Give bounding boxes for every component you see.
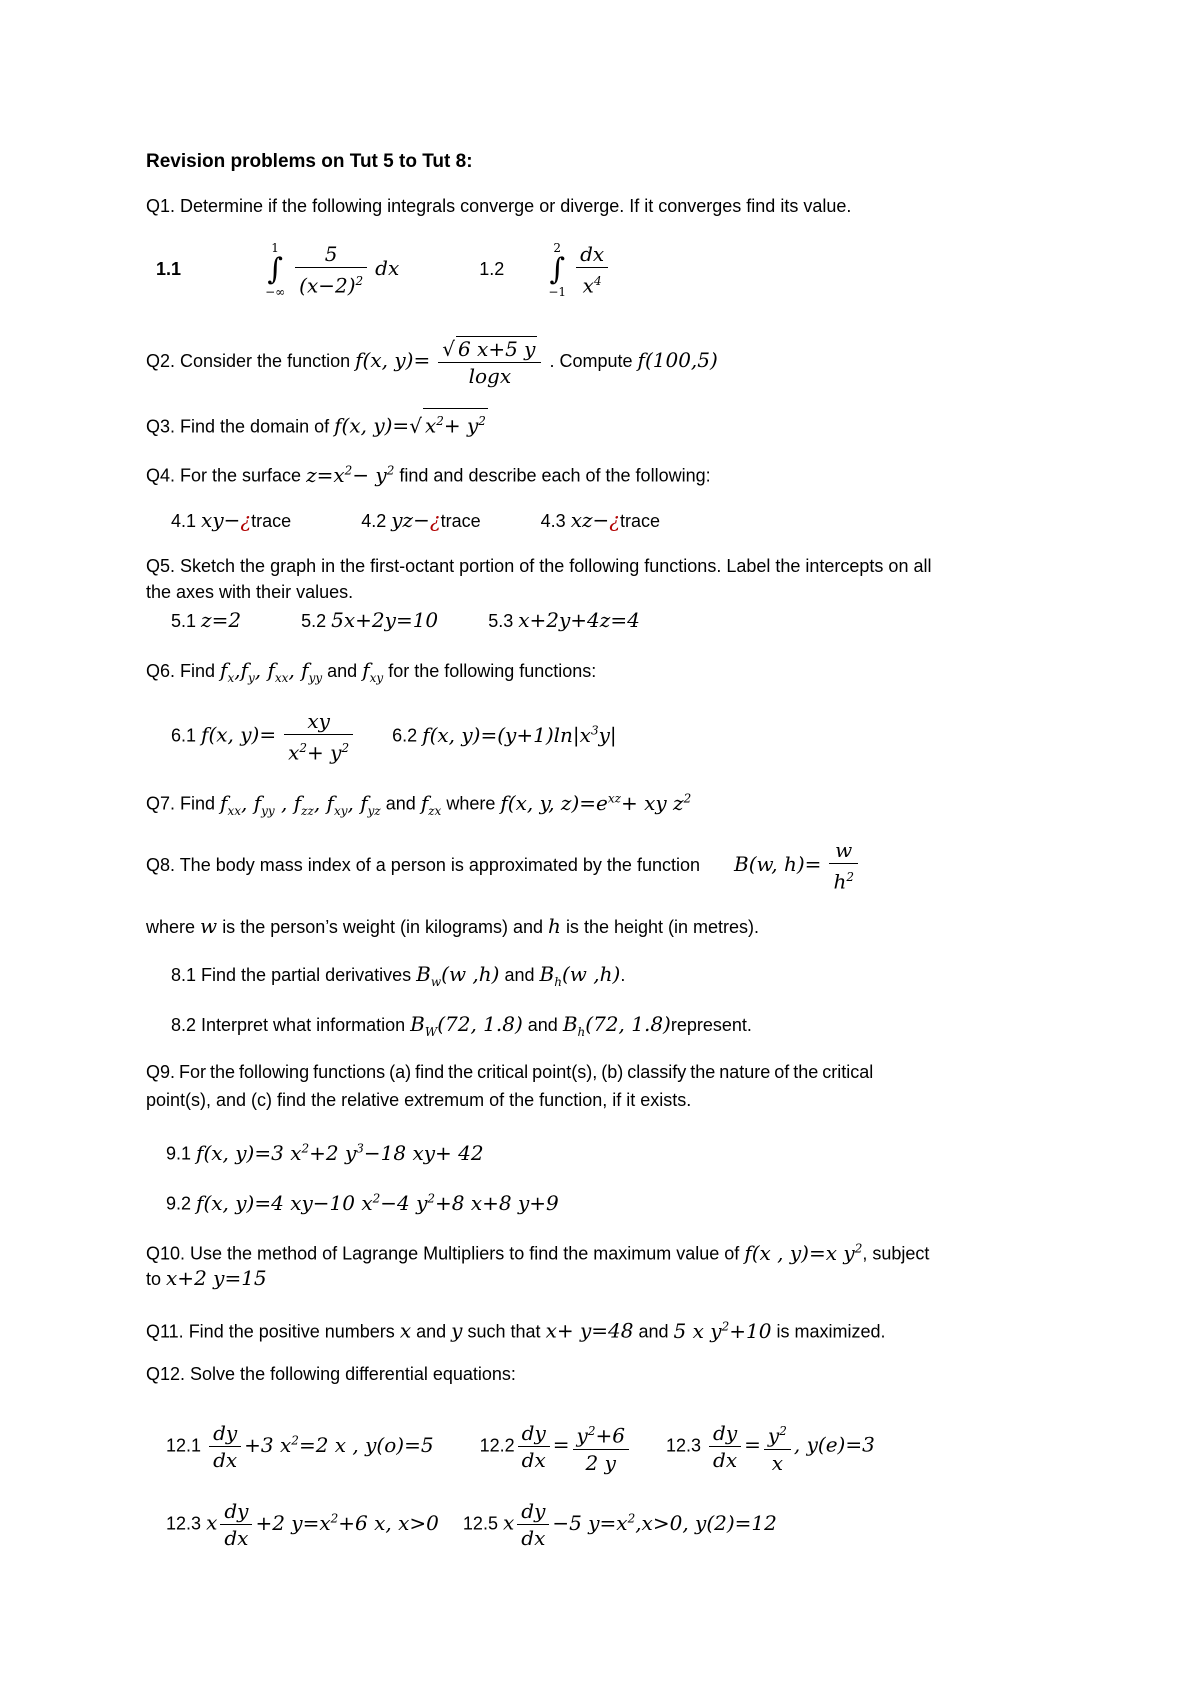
q4-2-word: trace — [440, 511, 481, 531]
q10-line1: Q10. Use the method of Lagrange Multipliers to find the maximum value of f(x , y)=x $y^2$, subject — [146, 1240, 930, 1265]
integral-icon: ∫ — [549, 252, 566, 288]
q1-1-lower-limit: −∞ — [265, 285, 286, 300]
q2-lhs: f(x, y)= — [355, 348, 431, 372]
q1-1-label: 1.1 — [156, 259, 182, 279]
q1-1-numerator: 5 — [295, 242, 367, 268]
q11-line: Q11. Find the positive numbers x and y such that x+ y=48 and 5 x $y^2+10$ is maximized. — [146, 1318, 886, 1343]
q6-items: 6.1 f(x, y)= $\frac{xy}{x^2+ y^2}$ 6.2 f(x, $y)=(y+1)\ln|x^3y|$ — [171, 709, 617, 765]
q4-3-word: trace — [620, 511, 661, 531]
q6-1-lhs: f(x, y)= — [201, 722, 277, 747]
q2-line — [146, 330, 718, 390]
q5-items — [171, 608, 640, 633]
q12-text: Q12. Solve the following differential equations: — [146, 1364, 516, 1384]
q1-2-den-exponent: 4 — [593, 274, 602, 289]
q1-2-upper-limit: 2 — [553, 241, 562, 256]
q6-prefix: Q6. Find — [146, 661, 216, 681]
q1-2-fraction — [576, 242, 608, 298]
q4-1-word: trace — [251, 511, 292, 531]
q8-fraction: $\frac{w}{h^2}$ — [829, 838, 858, 894]
q6-1-label: 6.1 — [171, 725, 197, 746]
q3-prefix: Q3. Find the domain of — [146, 416, 330, 437]
q3-sqrt-a: x — [424, 413, 437, 438]
q6-2-label: 6.2 — [392, 725, 418, 746]
q4-2-mark: ¿ — [429, 508, 441, 532]
q4-prefix: Q4. For the surface — [146, 465, 302, 486]
q6-suffix: for the following functions: — [388, 661, 597, 681]
q5-3-label: 5.3 — [488, 611, 514, 631]
q4-2-label: 4.2 — [361, 511, 387, 531]
q9-line2: point(s), and (c) find the relative extremum of the function, if it exists. — [146, 1090, 692, 1110]
q4-suffix: find and describe each of the following: — [399, 465, 711, 486]
q6-2-lhs: f(x, y)=(y+1) — [422, 722, 554, 747]
q1-integrals — [156, 238, 611, 298]
q5-1-eq: z=2 — [201, 608, 242, 632]
q1-2-numerator: dx — [576, 242, 608, 268]
q7-lhs: f(x, y, z)=e — [500, 790, 608, 815]
q1-1-den-exponent: 2 — [355, 274, 364, 289]
q5-line1: Q5. Sketch the graph in the first-octant portion of the following functions. Label the intercepts on all — [146, 556, 932, 576]
q2-compute: f(100,5) — [637, 348, 718, 372]
q4-1-vars: xy — [201, 508, 224, 532]
q9-2: 9.2 f(x, y)=4 xy−10 $x^2-4$ $y^2+8$ x+8 y+9 — [166, 1190, 559, 1215]
q6-line: Q6. Find $f_x,f_y$, $f_{xx}$, $f_{yy}$ and $f_{xy}$ for the following functions: — [146, 658, 597, 685]
q1-1-dx: dx — [375, 256, 400, 280]
q4-eq-a: z=x — [306, 462, 345, 487]
integral-icon: ∫ — [267, 252, 283, 288]
q3-lhs: f(x, y)= — [334, 413, 410, 438]
q1-text: Q1. Determine if the following integrals converge or diverge. If it converges find its value. — [146, 196, 852, 216]
q4-1-label: 4.1 — [171, 511, 197, 531]
q1-2-lower-limit: −1 — [548, 285, 567, 300]
q3-line: Q3. Find the domain of f(x, y)=√ $x^2+ y^2$ — [146, 408, 488, 439]
q8-lhs: B(w, h)= — [734, 852, 822, 876]
q4-2-vars: yz — [391, 508, 414, 532]
q2-fraction: $\frac{√ 6 x+5 y}{\log x}$ — [438, 336, 541, 388]
q1-1-fraction — [295, 242, 367, 298]
q5-2-label: 5.2 — [301, 611, 327, 631]
q5-2-eq: 5x+2y=10 — [331, 608, 439, 632]
q8-text: Q8. The body mass index of a person is approximated by the function — [146, 855, 700, 875]
q1-1-denominator: (x−2) — [299, 274, 356, 299]
q4-3-mark: ¿ — [609, 508, 621, 532]
q1-2-label: 1.2 — [479, 259, 505, 279]
q2-prefix: Q2. Consider the function — [146, 351, 351, 371]
q2-suffix: . Compute — [549, 351, 633, 371]
q4-line: Q4. For the surface $z=x^2- y^2$ find and describe each of the following: — [146, 462, 711, 487]
q12-row1: 12.1 $\frac{dy}{dx}$ +3 $x^2=2$ x , y(o)=5 12.2 $\frac{dy}{dx}$ = $\frac{y^2+6}{2 y}$ 12.3 $\frac{dy}{dx}$ = $\frac{y^2}{x}$ , y(e)=3 — [166, 1410, 875, 1470]
q10-line2: to x+2 y=15 — [146, 1266, 267, 1290]
q4-3-label: 4.3 — [540, 511, 566, 531]
q7-line: Q7. Find $f_{xx}$, $f_{yy}$ , $f_{zz}$, $f_{xy}$, $f_{yz}$ and $f_{zx}$ where f(x, y, $z)=e^{xz}+$ xy $z^2$ — [146, 790, 692, 818]
q9-1: 9.1 f(x, y)=3 $x^2+2$ $y^3-18$ xy+ 42 — [166, 1140, 484, 1165]
q4-3-vars: xz — [570, 508, 593, 532]
q5-1-label: 5.1 — [171, 611, 197, 631]
q1-1-upper-limit: 1 — [271, 241, 279, 256]
q8-where: where w is the person’s weight (in kilograms) and h is the height (in metres). — [146, 914, 760, 938]
q7-prefix: Q7. Find — [146, 793, 216, 814]
q4-1-mark: ¿ — [240, 508, 252, 532]
q2-numerator: 6 x+5 y — [457, 337, 536, 362]
q4-items: 4.1 xy−¿trace 4.2 yz−¿trace 4.3 xz−¿trace — [171, 508, 661, 532]
q8-part2: 8.2 Interpret what information $B_W(72$, 1.8) and $B_h(72$, 1.8)represent. — [171, 1012, 752, 1039]
q9-line1: Q9. For the following functions (a) find the critical point(s), (b) classify the nature of the critical — [146, 1062, 874, 1082]
q1-2-integral-sign — [548, 241, 566, 299]
q5-line2: the axes with their values. — [146, 582, 354, 602]
q1-1-integral-sign — [265, 241, 285, 299]
q3-sqrt-b: + y — [443, 413, 479, 438]
page-title: Revision problems on Tut 5 to Tut 8: — [146, 151, 473, 172]
q6-1-fraction: $\frac{xy}{x^2+ y^2}$ — [284, 709, 353, 765]
q4-eq-b: − y — [352, 462, 387, 487]
q1-2-denominator: x — [582, 274, 594, 299]
q12-row2: 12.3 x $\frac{dy}{dx}$ +2 $y=x^2+6$ x, x>0 12.5 x $\frac{dy}{dx}$ −5 $y=x^2,x>0$, y(2)=12 — [166, 1499, 777, 1551]
q8-line — [146, 834, 861, 894]
q5-3-eq: x+2y+4z=4 — [518, 608, 640, 632]
q8-part1: 8.1 Find the partial derivatives $B_w(w$ ,h) and $B_h(w$ ,h). — [171, 962, 626, 989]
q2-denominator: logx — [468, 364, 512, 389]
q6-1-numerator: xy — [284, 709, 353, 735]
